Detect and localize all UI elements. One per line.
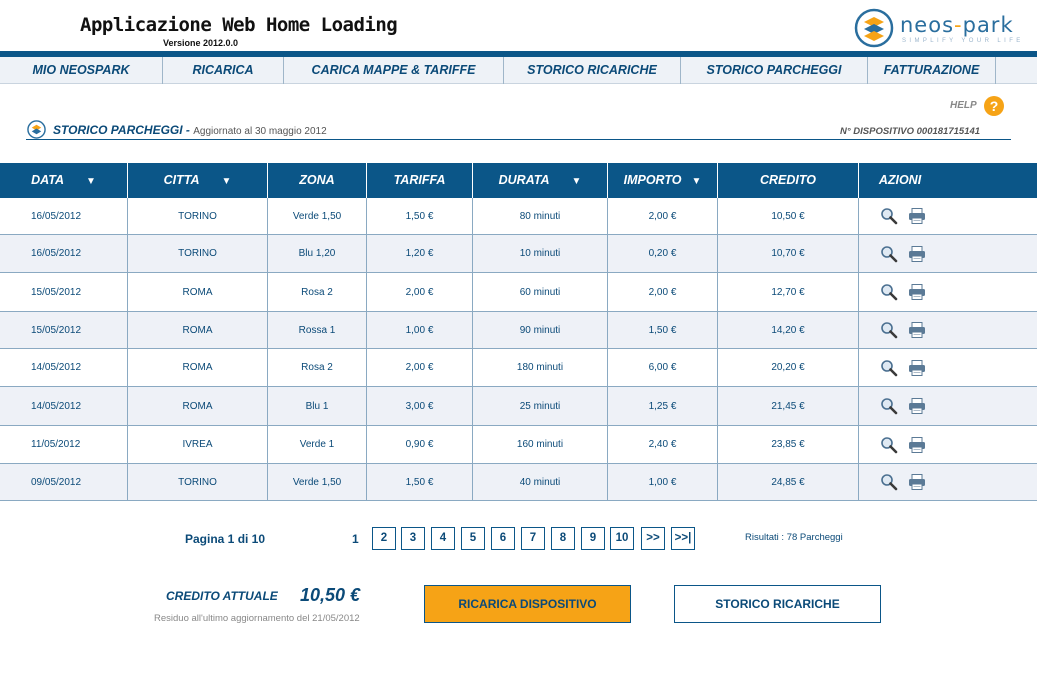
nav-item-mio-neospark[interactable]: MIO NEOSPARK: [0, 57, 163, 84]
nav-item-storico-parcheggi[interactable]: STORICO PARCHEGGI: [681, 57, 868, 84]
cell-azioni: [859, 235, 1037, 272]
printer-icon[interactable]: [907, 283, 927, 301]
magnifier-icon[interactable]: [879, 436, 899, 454]
cell-credito: 10,50 €: [718, 198, 859, 234]
magnifier-icon[interactable]: [879, 473, 899, 491]
column-label: DURATA: [498, 173, 550, 187]
nav-item-carica-mappe[interactable]: CARICA MAPPE & TARIFFE: [284, 57, 504, 84]
cell-importo: 6,00 €: [608, 349, 718, 386]
cell-zona: Verde 1,50: [268, 198, 367, 234]
sort-arrow-icon[interactable]: ▼: [85, 176, 96, 187]
cell-azioni: [859, 273, 1037, 311]
logo-separator: -: [954, 13, 963, 37]
current-page: 1: [352, 532, 359, 546]
column-label: TARIFFA: [393, 173, 446, 187]
cell-importo: 0,20 €: [608, 235, 718, 272]
cell-zona: Verde 1: [268, 426, 367, 463]
column-header-credito: [718, 163, 859, 198]
cell-citta: TORINO: [128, 464, 268, 500]
cell-data: 11/05/2012: [0, 426, 128, 463]
page-button[interactable]: 3: [401, 527, 425, 550]
column-header-importo[interactable]: [608, 163, 718, 198]
cell-importo: 2,40 €: [608, 426, 718, 463]
cell-citta: ROMA: [128, 387, 268, 425]
cell-credito: 14,20 €: [718, 312, 859, 348]
page-button[interactable]: 6: [491, 527, 515, 550]
printer-icon[interactable]: [907, 436, 927, 454]
cell-azioni: [859, 198, 1037, 234]
sort-arrow-icon[interactable]: ▼: [221, 176, 232, 187]
nav-item-storico-ricariche[interactable]: STORICO RICARICHE: [504, 57, 681, 84]
cell-azioni: [859, 349, 1037, 386]
cell-azioni: [859, 312, 1037, 348]
page-title: [53, 123, 327, 137]
column-header-citta[interactable]: [128, 163, 268, 198]
cell-data: 09/05/2012: [0, 464, 128, 500]
cell-tariffa: 1,00 €: [367, 312, 473, 348]
cell-durata: 10 minuti: [473, 235, 608, 272]
cell-zona: Blu 1,20: [268, 235, 367, 272]
cell-tariffa: 0,90 €: [367, 426, 473, 463]
cell-zona: Blu 1: [268, 387, 367, 425]
sort-arrow-icon[interactable]: ▼: [691, 176, 702, 187]
column-header-data[interactable]: [0, 163, 128, 198]
current-credit-value: 10,50 €: [300, 585, 361, 605]
main-nav: [0, 57, 1037, 84]
current-credit-label: CREDITO ATTUALE: [166, 589, 278, 603]
table-row: [0, 273, 1037, 312]
page-button[interactable]: 2: [372, 527, 396, 550]
magnifier-icon[interactable]: [879, 397, 899, 415]
cell-data: 15/05/2012: [0, 312, 128, 348]
sort-arrow-icon[interactable]: ▼: [571, 176, 582, 187]
cell-citta: ROMA: [128, 273, 268, 311]
cell-tariffa: 1,50 €: [367, 198, 473, 234]
cell-credito: 24,85 €: [718, 464, 859, 500]
column-header-durata[interactable]: [473, 163, 608, 198]
printer-icon[interactable]: [907, 245, 927, 263]
pagination-label: Pagina 1 di 10: [185, 532, 266, 546]
cell-citta: ROMA: [128, 312, 268, 348]
column-header-azioni: [859, 163, 941, 198]
cell-durata: 180 minuti: [473, 349, 608, 386]
logo-name-left: neos: [900, 13, 955, 37]
cell-tariffa: 3,00 €: [367, 387, 473, 425]
cell-data: 16/05/2012: [0, 235, 128, 272]
page-updated-date: Aggiornato al 30 maggio 2012: [193, 126, 327, 137]
column-header-zona: [268, 163, 367, 198]
cell-tariffa: 1,50 €: [367, 464, 473, 500]
cell-citta: IVREA: [128, 426, 268, 463]
column-label: AZIONI: [878, 173, 922, 187]
parking-history-table: [0, 163, 1037, 488]
cell-data: 15/05/2012: [0, 273, 128, 311]
cell-durata: 160 minuti: [473, 426, 608, 463]
page-button[interactable]: 4: [431, 527, 455, 550]
cell-durata: 40 minuti: [473, 464, 608, 500]
logo-tagline: SIMPLIFY YOUR LIFE: [902, 38, 1024, 44]
printer-icon[interactable]: [907, 359, 927, 377]
column-label: CITTA: [163, 173, 200, 187]
table-row: [0, 387, 1037, 426]
printer-icon[interactable]: [907, 207, 927, 225]
cell-azioni: [859, 426, 1037, 463]
cell-zona: Rosa 2: [268, 273, 367, 311]
cell-importo: 1,00 €: [608, 464, 718, 500]
neospark-logo[interactable]: [854, 8, 1024, 48]
cell-tariffa: 2,00 €: [367, 273, 473, 311]
cell-credito: 12,70 €: [718, 273, 859, 311]
cell-data: 14/05/2012: [0, 387, 128, 425]
app-title: Applicazione Web Home Loading: [80, 14, 398, 36]
column-label: CREDITO: [759, 173, 817, 187]
magnifier-icon[interactable]: [879, 245, 899, 263]
logo-wordmark: [900, 13, 1014, 37]
cell-citta: ROMA: [128, 349, 268, 386]
cell-importo: 2,00 €: [608, 198, 718, 234]
magnifier-icon[interactable]: [879, 359, 899, 377]
help-link[interactable]: HELP: [950, 100, 977, 111]
cell-credito: 10,70 €: [718, 235, 859, 272]
page-button[interactable]: 7: [521, 527, 545, 550]
page-button[interactable]: 5: [461, 527, 485, 550]
cell-zona: Rossa 1: [268, 312, 367, 348]
cell-credito: 20,20 €: [718, 349, 859, 386]
section-logo-icon: [27, 120, 46, 139]
cell-durata: 60 minuti: [473, 273, 608, 311]
printer-icon[interactable]: [907, 473, 927, 491]
credit-update-note: Residuo all'ultimo aggiornamento del 21/05/2012: [154, 613, 360, 624]
nav-item-ricarica[interactable]: RICARICA: [163, 57, 284, 84]
magnifier-icon[interactable]: [879, 207, 899, 225]
cell-data: 14/05/2012: [0, 349, 128, 386]
nav-item-fatturazione[interactable]: FATTURAZIONE: [868, 57, 996, 84]
table-header: [0, 163, 1037, 198]
help-icon[interactable]: ?: [984, 96, 1004, 116]
next-page-button[interactable]: >>: [641, 527, 665, 550]
cell-zona: Rosa 2: [268, 349, 367, 386]
cell-tariffa: 2,00 €: [367, 349, 473, 386]
section-divider: [26, 139, 1011, 140]
cell-zona: Verde 1,50: [268, 464, 367, 500]
table-row: [0, 198, 1037, 235]
printer-icon[interactable]: [907, 321, 927, 339]
cell-citta: TORINO: [128, 235, 268, 272]
column-header-tariffa: [367, 163, 473, 198]
magnifier-icon[interactable]: [879, 321, 899, 339]
last-page-button[interactable]: >>|: [671, 527, 695, 550]
cell-citta: TORINO: [128, 198, 268, 234]
cell-credito: 21,45 €: [718, 387, 859, 425]
table-row: [0, 235, 1037, 273]
page-button[interactable]: 8: [551, 527, 575, 550]
column-label: IMPORTO: [623, 173, 682, 187]
cell-data: 16/05/2012: [0, 198, 128, 234]
recharge-device-button[interactable]: RICARICA DISPOSITIVO: [424, 585, 631, 623]
cell-credito: 23,85 €: [718, 426, 859, 463]
table-row: [0, 349, 1037, 387]
neospark-logo-icon: [854, 8, 894, 48]
cell-importo: 1,25 €: [608, 387, 718, 425]
column-label: ZONA: [299, 173, 335, 187]
cell-azioni: [859, 464, 1037, 500]
cell-azioni: [859, 387, 1037, 425]
table-row: [0, 464, 1037, 501]
cell-durata: 90 minuti: [473, 312, 608, 348]
page-button[interactable]: 9: [581, 527, 605, 550]
cell-durata: 80 minuti: [473, 198, 608, 234]
printer-icon[interactable]: [907, 397, 927, 415]
logo-name-right: park: [962, 13, 1014, 37]
app-version: Versione 2012.0.0: [163, 38, 239, 48]
device-number: N° DISPOSITIVO 000181715141: [840, 126, 981, 137]
page-title-text: STORICO PARCHEGGI -: [53, 123, 194, 137]
cell-importo: 2,00 €: [608, 273, 718, 311]
page-button[interactable]: 10: [610, 527, 634, 550]
results-count: Risultati : 78 Parcheggi: [745, 532, 843, 543]
recharge-history-button[interactable]: STORICO RICARICHE: [674, 585, 881, 623]
cell-tariffa: 1,20 €: [367, 235, 473, 272]
cell-importo: 1,50 €: [608, 312, 718, 348]
column-label: DATA: [31, 173, 64, 187]
magnifier-icon[interactable]: [879, 283, 899, 301]
table-row: [0, 426, 1037, 464]
table-row: [0, 312, 1037, 349]
cell-durata: 25 minuti: [473, 387, 608, 425]
